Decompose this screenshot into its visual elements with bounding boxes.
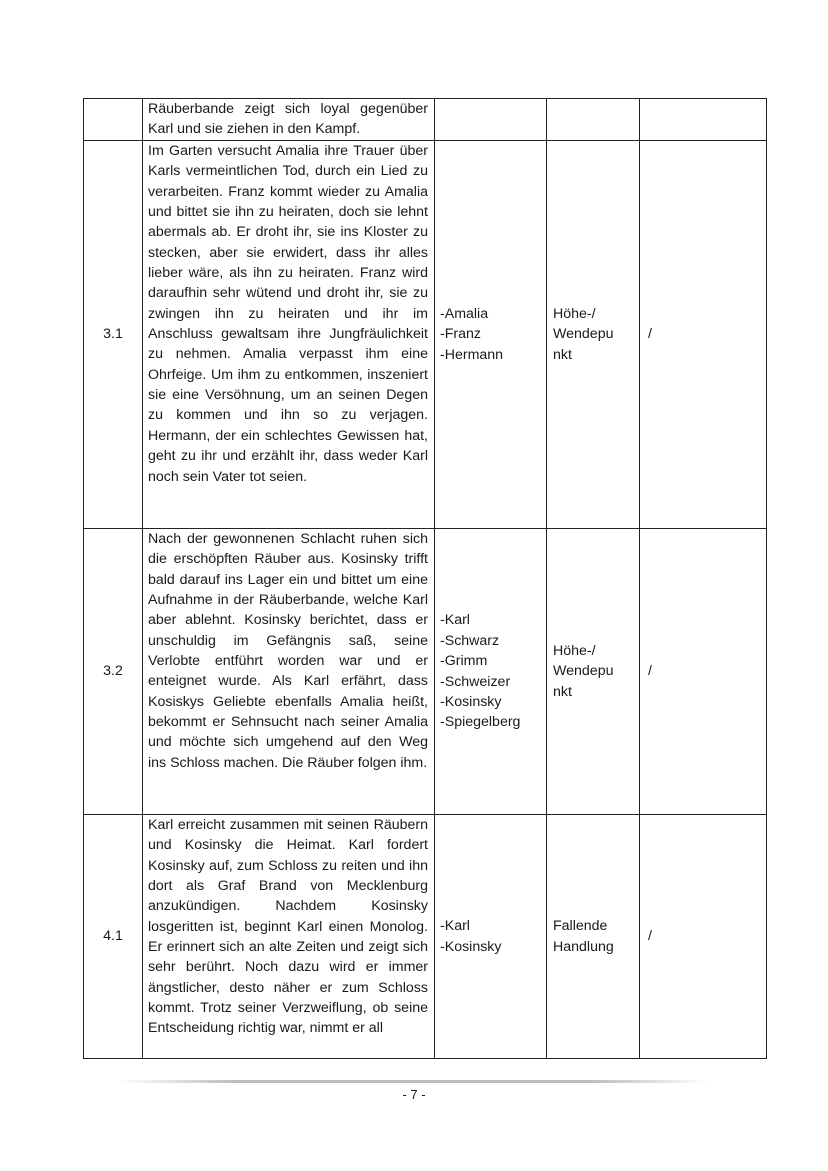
phase-line: nkt (553, 683, 572, 700)
character-name: -Schwarz (440, 632, 500, 649)
act-cell: 3.2 (84, 529, 143, 815)
characters-cell (435, 815, 547, 1059)
table-row (84, 815, 767, 1059)
characters-cell (435, 99, 547, 141)
character-name: -Spiegelberg (440, 714, 521, 731)
phase-line: Höhe-/ (553, 642, 596, 659)
character-name: -Hermann (440, 346, 504, 363)
phase-cell (547, 141, 640, 529)
character-name: -Karl (440, 612, 470, 629)
act-cell: 3.1 (84, 141, 143, 529)
notes-cell: / (640, 815, 767, 1059)
table-row (84, 141, 767, 529)
character-name: -Kosinsky (440, 693, 502, 710)
content-cell: Räuberbande zeigt sich loyal gegenüber Karl und sie ziehen in den Kampf. (143, 99, 435, 141)
phase-cell (547, 99, 640, 141)
content-cell: Im Garten versucht Amalia ihre Trauer über Karls vermeintlichen Tod, durch ein Lied zu verarbeiten. Franz kommt wieder zu Amalia und bittet sie ihn zu heiraten, doch sie lehnt abermals ab. Er droht ihr, sie ins Kloster zu stecken, aber sie erwidert, dass ihr alles lieber wäre, als ihn zu heiraten. Franz wird daraufhin sehr wütend und droht ihr, sie zu zwingen ihn zu heiraten und ihr im Anschluss gewaltsam ihre Jungfräulichkeit zu nehmen. Amalia verpasst ihm eine Ohrfeige. Um ihm zu entkommen, inszeniert sie eine Versöhnung, um an seinen Degen zu kommen und ihn so zu verjagen. Hermann, der ein schlechtes Gewissen hat, geht zu ihr und erzählt ihr, dass weder Karl noch sein Vater tot seien. (143, 141, 435, 529)
characters-cell (435, 529, 547, 815)
table-row (84, 99, 767, 141)
phase-line: Höhe-/ (553, 305, 596, 322)
notes-cell (640, 99, 767, 141)
act-cell: 4.1 (84, 815, 143, 1059)
phase-line: Fallende (553, 918, 608, 935)
character-name: -Franz (440, 326, 481, 343)
notes-cell: / (640, 529, 767, 815)
character-name: -Grimm (440, 653, 488, 670)
characters-cell (435, 141, 547, 529)
character-name: -Schweizer (440, 673, 511, 690)
character-name: -Karl (440, 918, 470, 935)
character-name: -Kosinsky (440, 938, 502, 955)
phase-cell (547, 529, 640, 815)
phase-line: Wendepu (553, 663, 614, 680)
act-cell (84, 99, 143, 141)
content-cell: Karl erreicht zusammen mit seinen Räubern und Kosinsky die Heimat. Karl fordert Kosinsky auf, zum Schloss zu reiten und ihn dort als Graf Brand von Mecklenburg anzukündigen. Nachdem Kosinsky losgeritten ist, beginnt Karl einen Monolog. Er erinnert sich an alte Zeiten und zeigt sich sehr berührt. Noch dazu wird er immer ängstlicher, desto näher er zum Schloss kommt. Trotz seiner Verzweiflung, ob seine Entscheidung richtig war, nimmt er all (143, 815, 435, 1059)
footer-divider (118, 1080, 710, 1083)
character-name: -Amalia (440, 305, 489, 322)
phase-line: nkt (553, 346, 572, 363)
plot-overview-table (83, 98, 767, 1059)
phase-cell (547, 815, 640, 1059)
table-row (84, 529, 767, 815)
phase-line: Handlung (553, 938, 614, 955)
content-cell: Nach der gewonnenen Schlacht ruhen sich die erschöpften Räuber aus. Kosinsky trifft bald darauf ins Lager ein und bittet um eine Aufnahme in der Räuberbande, welche Karl aber ablehnt. Kosinsky berichtet, dass er unschuldig im Gefängnis saß, seine Verlobte entführt worden war und er enteignet wurde. Als Karl erfährt, dass Kosiskys Geliebte ebenfalls Amalia heißt, bekommt er Sehnsucht nach seiner Amalia und möchte sich umgehend auf den Weg ins Schloss machen. Die Räuber folgen ihm. (143, 529, 435, 815)
page-number: - 7 - (402, 1087, 426, 1102)
notes-cell: / (640, 141, 767, 529)
phase-line: Wendepu (553, 326, 614, 343)
